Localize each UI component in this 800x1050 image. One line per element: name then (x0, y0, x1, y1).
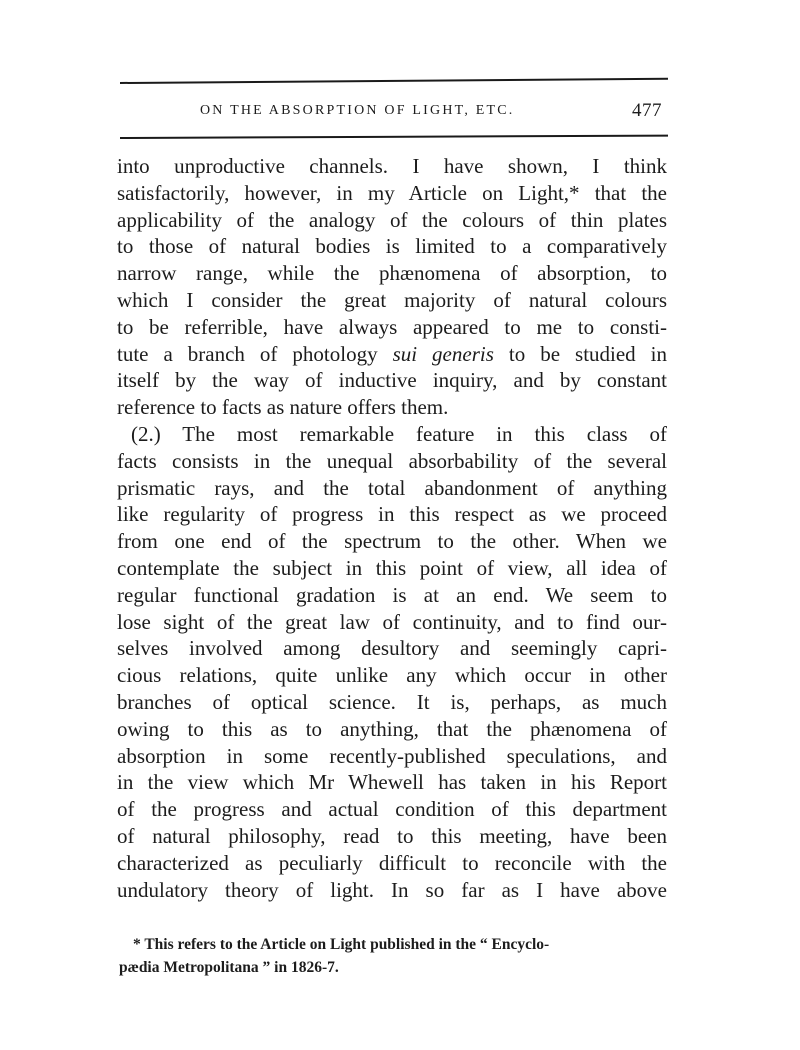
running-head: ON THE ABSORPTION OF LIGHT, ETC. (200, 103, 515, 118)
footnote-line: pædia Metropolitana ” in 1826-7. (119, 959, 339, 976)
footnote-line: * This refers to the Article on Light published in the “ Encyclo- (133, 936, 550, 953)
text-line: to be referrible, have always appeared to me to consti- (117, 314, 667, 339)
text-line: prismatic rays, and the total abandonment of anything (117, 475, 667, 500)
text-line: in the view which Mr Whewell has taken in his Report (117, 770, 667, 795)
body-text (117, 153, 667, 903)
text-line: cious relations, quite unlike any which occur in other (117, 663, 667, 688)
text-line: itself by the way of inductive inquiry, and by constant (117, 368, 667, 393)
text-line: owing to this as to anything, that the phænomena of (117, 716, 667, 741)
text-line: contemplate the subject in this point of view, all idea of (117, 555, 667, 580)
text-line: tute a branch of photology sui generis to be studied in (117, 341, 668, 366)
text-line: into unproductive channels. I have shown, I think (117, 154, 667, 178)
text-line: from one end of the spectrum to the other. When we (117, 529, 667, 554)
text-line: applicability of the analogy of the colours of thin plates (117, 207, 667, 232)
text-line: facts consists in the unequal absorbability of the several (117, 448, 667, 473)
italic-phrase: sui generis (392, 341, 494, 366)
text-line: branches of optical science. It is, perhaps, as much (117, 689, 667, 714)
text-line: reference to facts as nature offers them. (117, 395, 449, 420)
header-rule-bottom (120, 135, 668, 139)
footnote (119, 933, 673, 979)
text-line: characterized as peculiarly difficult to reconcile with the (117, 850, 667, 875)
text-line: narrow range, while the phænomena of absorption, to (117, 261, 667, 286)
text-line: regular functional gradation is at an end. We seem to (117, 582, 667, 607)
text-line: undulatory theory of light. In so far as I have above (117, 877, 667, 902)
text-line: absorption in some recently-published speculations, and (117, 743, 667, 768)
header-rule-top (120, 78, 668, 84)
text-line: like regularity of progress in this respect as we proceed (117, 502, 667, 527)
text-line: selves involved among desultory and seemingly capri- (117, 636, 667, 661)
text-line: lose sight of the great law of continuity, and to find our- (117, 609, 667, 634)
text-line: which I consider the great majority of natural colours (117, 287, 667, 312)
paragraph-start-line: (2.) The most remarkable feature in this class of (131, 421, 667, 446)
text-line: to those of natural bodies is limited to a comparatively (117, 234, 667, 259)
text-line: of the progress and actual condition of this department (117, 797, 667, 822)
text-line: of natural philosophy, read to this meeting, have been (117, 823, 667, 848)
page-number: 477 (632, 100, 662, 121)
text-line: satisfactorily, however, in my Article on Light,* that the (117, 180, 667, 205)
